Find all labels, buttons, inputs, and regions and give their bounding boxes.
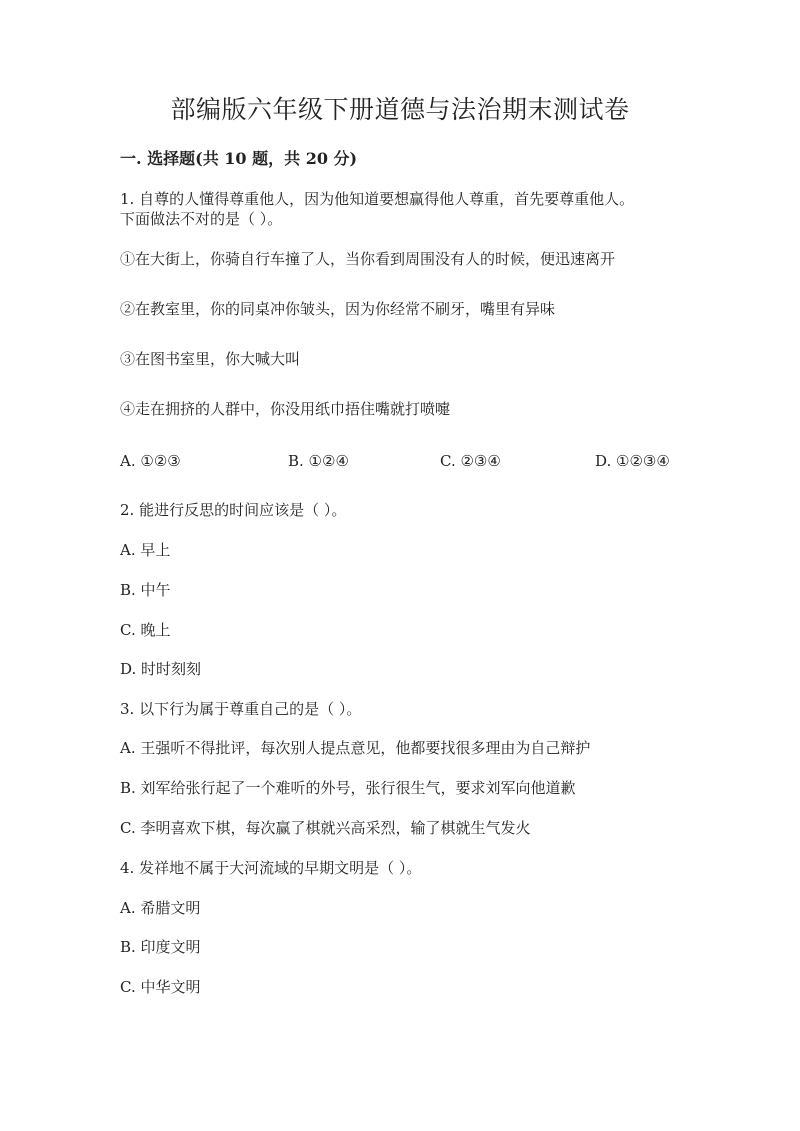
question-3-stem: 3. 以下行为属于尊重自己的是（ ）。 (120, 700, 362, 718)
question-2-option-b: B. 中午 (120, 581, 171, 599)
question-3-option-b: B. 刘军给张行起了一个难听的外号，张行很生气，要求刘军向他道歉 (120, 779, 576, 797)
question-4-option-b: B. 印度文明 (120, 938, 201, 956)
page-title: 部编版六年级下册道德与法治期末测试卷 (170, 95, 630, 124)
question-1-item-1: ①在大街上，你骑自行车撞了人，当你看到周围没有人的时候，便迅速离开 (120, 250, 616, 268)
question-2-option-d: D. 时时刻刻 (120, 660, 202, 678)
question-4-option-c: C. 中华文明 (120, 978, 201, 996)
question-2-option-c: C. 晚上 (120, 621, 171, 639)
question-4-option-a: A. 希腊文明 (120, 899, 201, 917)
question-2-stem: 2. 能进行反思的时间应该是（ ）。 (120, 501, 347, 519)
question-1-item-2: ②在教室里，你的同桌冲你皱头，因为你经常不刷牙，嘴里有异味 (120, 300, 556, 318)
question-1-option-d: D. ①②③④ (595, 452, 670, 470)
question-1-item-4: ④走在拥挤的人群中，你没用纸巾捂住嘴就打喷嚏 (120, 400, 451, 418)
question-1-option-c: C. ②③④ (440, 452, 501, 470)
question-1-stem-line-1: 1. 自尊的人懂得尊重他人，因为他知道要想赢得他人尊重，首先要尊重他人。 (120, 190, 635, 208)
question-3-option-a: A. 王强听不得批评，每次别人提点意见，他都要找很多理由为自己辩护 (120, 739, 591, 757)
question-2-option-a: A. 早上 (120, 541, 171, 559)
question-3-option-c: C. 李明喜欢下棋，每次赢了棋就兴高采烈，输了棋就生气发火 (120, 819, 531, 837)
question-1-option-b: B. ①②④ (288, 452, 349, 470)
question-4-stem: 4. 发祥地不属于大河流域的早期文明是（ ）。 (120, 859, 422, 877)
question-1-item-3: ③在图书室里，你大喊大叫 (120, 350, 301, 368)
question-1-stem-line-2: 下面做法不对的是（ ）。 (120, 210, 283, 228)
section-heading: 一. 选择题(共 10 题，共 20 分) (120, 149, 358, 168)
question-1-option-a: A. ①②③ (120, 452, 181, 470)
